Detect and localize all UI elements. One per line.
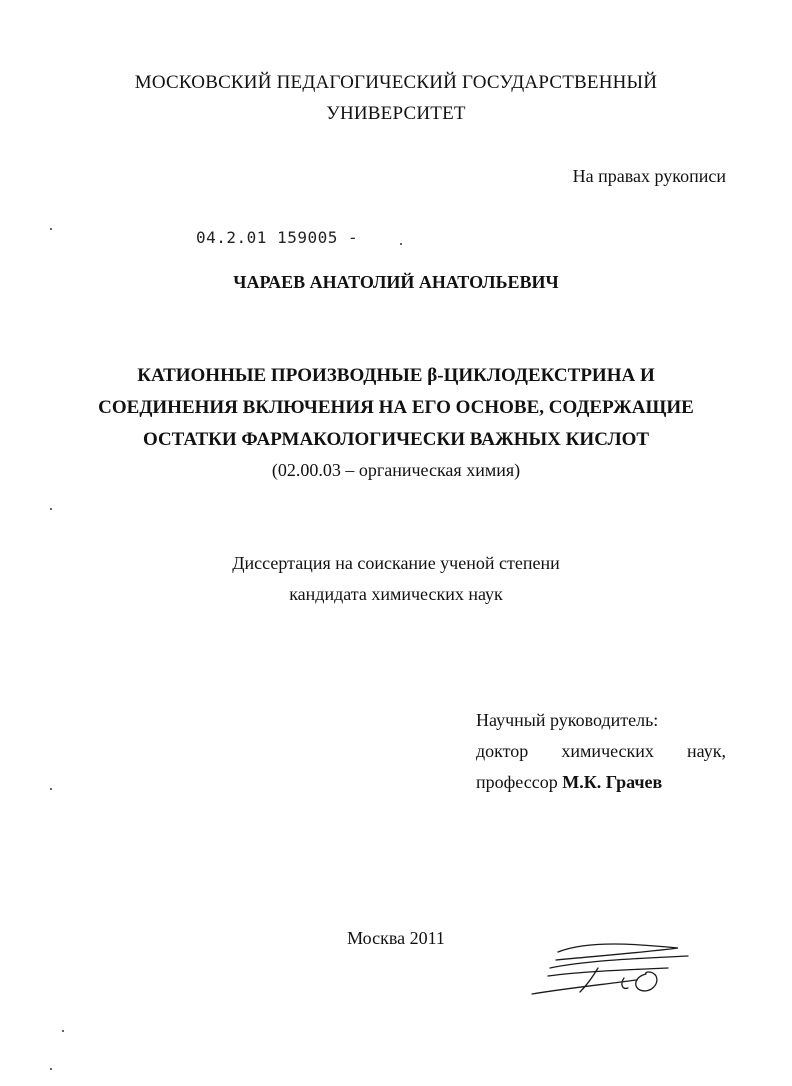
scan-speck (50, 788, 52, 790)
supervisor-label: Научный руководитель: (476, 710, 659, 730)
degree-statement-line1: Диссертация на соискание ученой степени (232, 553, 560, 573)
scan-speck (50, 228, 52, 230)
dissertation-title-line1: КАТИОННЫЕ ПРОИЗВОДНЫЕ β-ЦИКЛОДЕКСТРИНА И (137, 365, 655, 386)
registration-number-stamp: 04.2.01 159005 - (196, 228, 359, 247)
degree-statement-line2: кандидата химических наук (289, 584, 503, 604)
supervisor-position-text: профессор (476, 772, 558, 792)
scan-speck (50, 1068, 52, 1070)
specialty-code: (02.00.03 – органическая химия) (271, 460, 521, 480)
supervisor-position (476, 772, 726, 793)
dissertation-title-line2: СОЕДИНЕНИЯ ВКЛЮЧЕНИЯ НА ЕГО ОСНОВЕ, СОДЕРЖАЩИЕ (98, 397, 694, 418)
manuscript-rights-note: На правах рукописи (572, 166, 726, 186)
university-name-line1: МОСКОВСКИЙ ПЕДАГОГИЧЕСКИЙ ГОСУДАРСТВЕННЫЙ (134, 72, 658, 93)
supervisor-degree-word2: химических (561, 741, 654, 761)
city-year: Москва 2011 (347, 928, 445, 948)
supervisor-degree (476, 741, 726, 762)
scan-speck (50, 508, 52, 510)
supervisor-name: М.К. Грачев (562, 772, 663, 792)
author-name: ЧАРАЕВ АНАТОЛИЙ АНАТОЛЬЕВИЧ (233, 272, 559, 292)
university-name-line2: УНИВЕРСИТЕТ (326, 103, 466, 124)
supervisor-degree-word3: наук, (687, 741, 726, 761)
dissertation-title-line3: ОСТАТКИ ФАРМАКОЛОГИЧЕСКИ ВАЖНЫХ КИСЛОТ (142, 429, 650, 450)
handwritten-signature (528, 938, 698, 1000)
scan-speck (400, 243, 402, 245)
supervisor-degree-word1: доктор (476, 741, 529, 761)
scan-speck (62, 1030, 64, 1032)
